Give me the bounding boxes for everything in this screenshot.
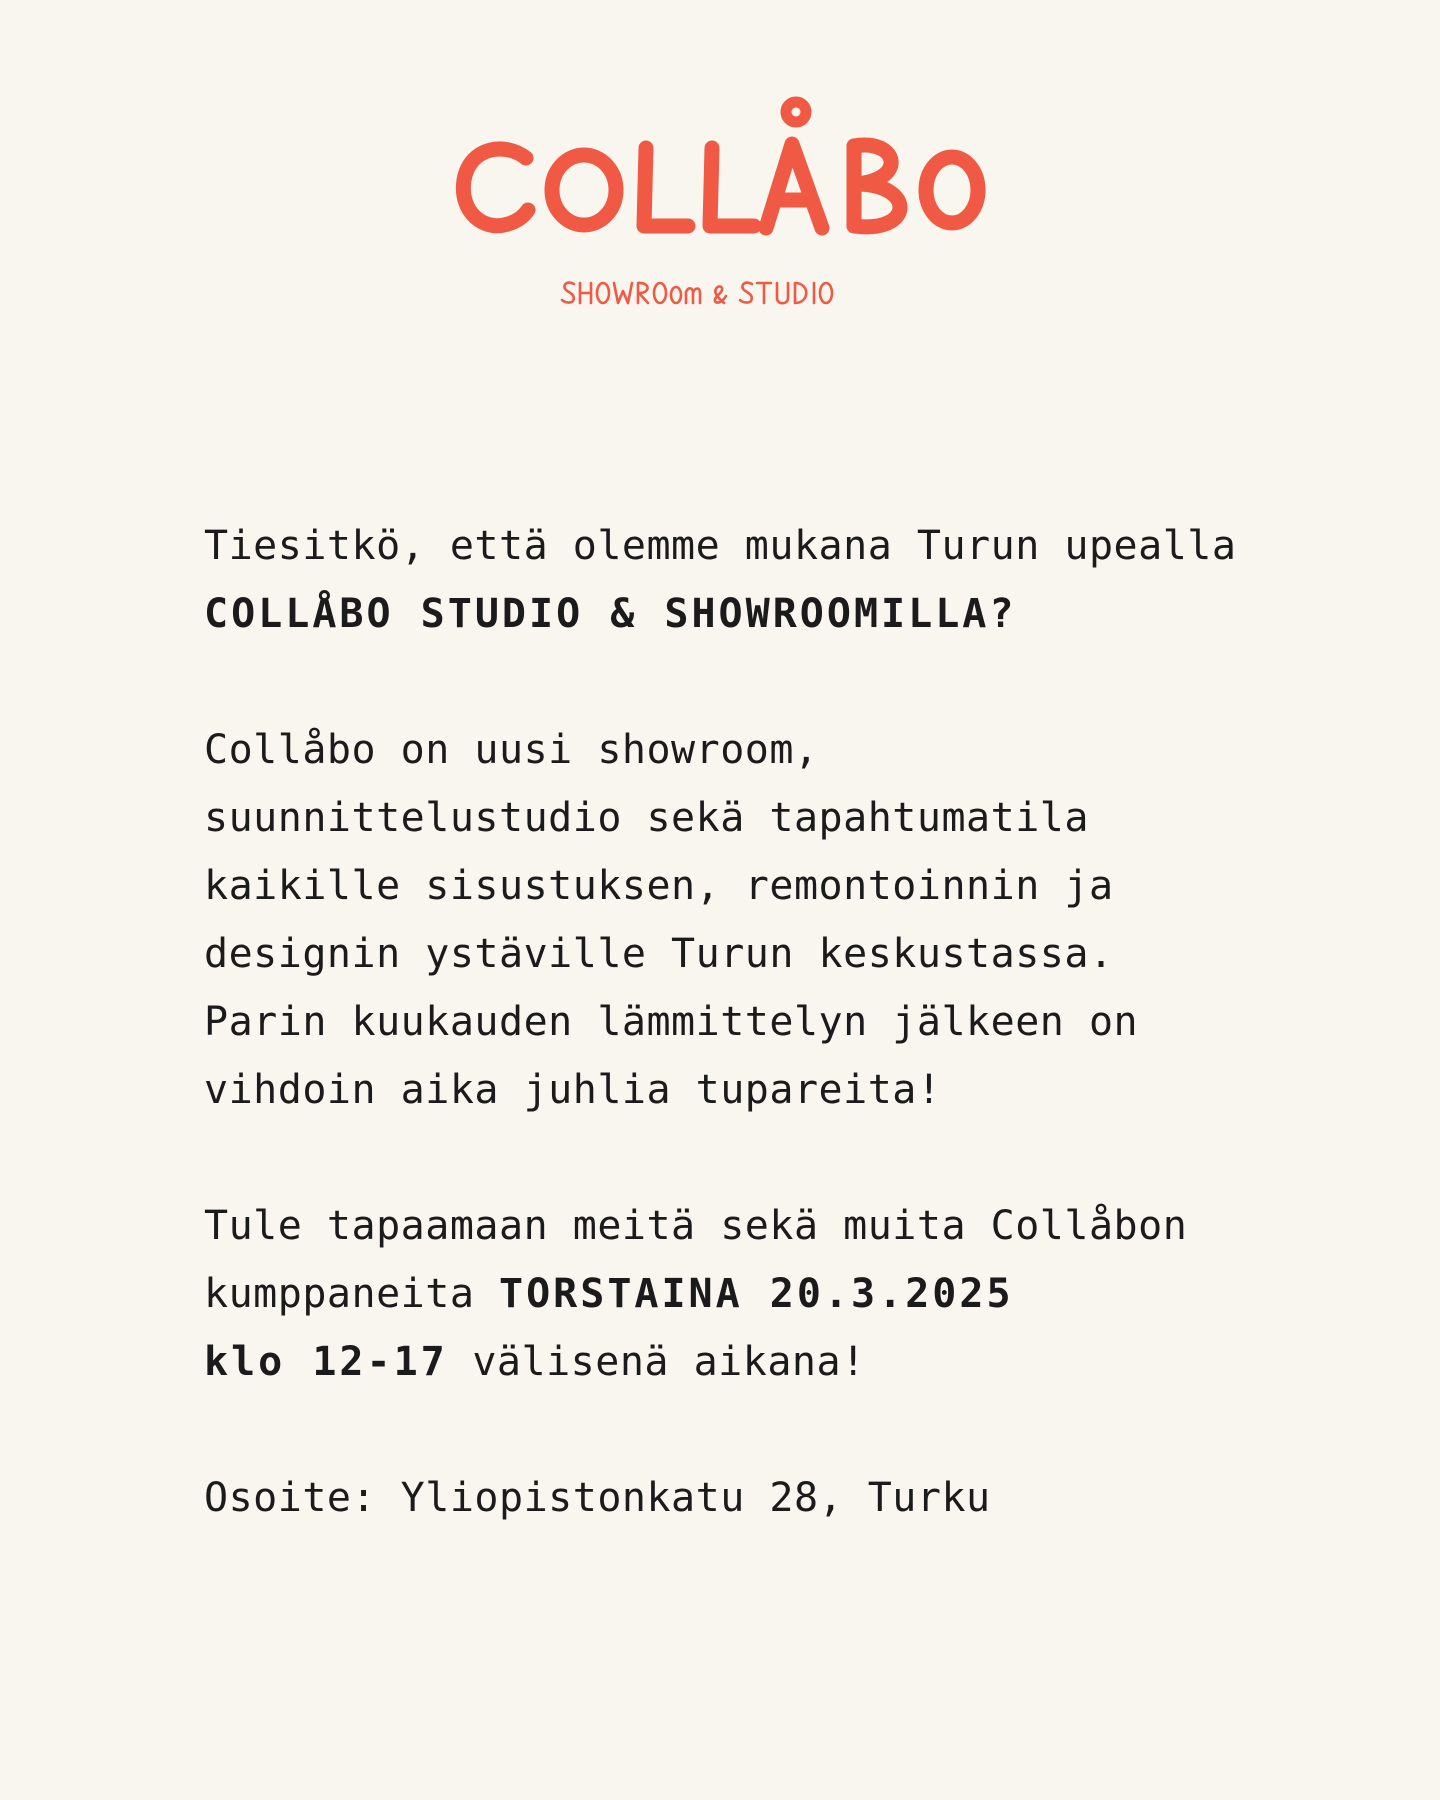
- intro-line: Tiesitkö, että olemme mukana Turun upealla: [204, 523, 1237, 569]
- invite-text: kumppaneita: [204, 1271, 499, 1317]
- announcement-text: [204, 512, 1324, 1600]
- event-time: klo 12-17: [204, 1339, 448, 1385]
- description-paragraph: [204, 716, 1324, 1124]
- invite-text: välisenä aikana!: [447, 1339, 866, 1385]
- logo-graphic: [440, 90, 1000, 320]
- event-date: TORSTAINA 20.3.2025: [498, 1271, 1014, 1317]
- description-line: Parin kuukauden lämmittelyn jälkeen on: [204, 999, 1139, 1045]
- intro-paragraph: [204, 512, 1324, 648]
- address-text: Osoite: Yliopistonkatu 28, Turku: [204, 1475, 991, 1521]
- description-line: vihdoin aika juhlia tupareita!: [204, 1067, 942, 1113]
- collabo-logo: [0, 90, 1440, 320]
- intro-highlight: COLLÅBO STUDIO & SHOWROOMILLA?: [204, 591, 1017, 637]
- invite-date-line: [204, 1260, 1324, 1328]
- invite-time-line: [204, 1328, 1324, 1396]
- invite-paragraph: [204, 1192, 1324, 1396]
- description-line: kaikille sisustuksen, remontoinnin ja: [204, 863, 1114, 909]
- description-line: designin ystäville Turun keskustassa.: [204, 931, 1114, 977]
- description-line: suunnittelustudio sekä tapahtumatila: [204, 795, 1089, 841]
- invite-line: Tule tapaamaan meitä sekä muita Collåbon: [204, 1203, 1188, 1249]
- address-paragraph: [204, 1464, 1324, 1532]
- description-line: Collåbo on uusi showroom,: [204, 727, 819, 773]
